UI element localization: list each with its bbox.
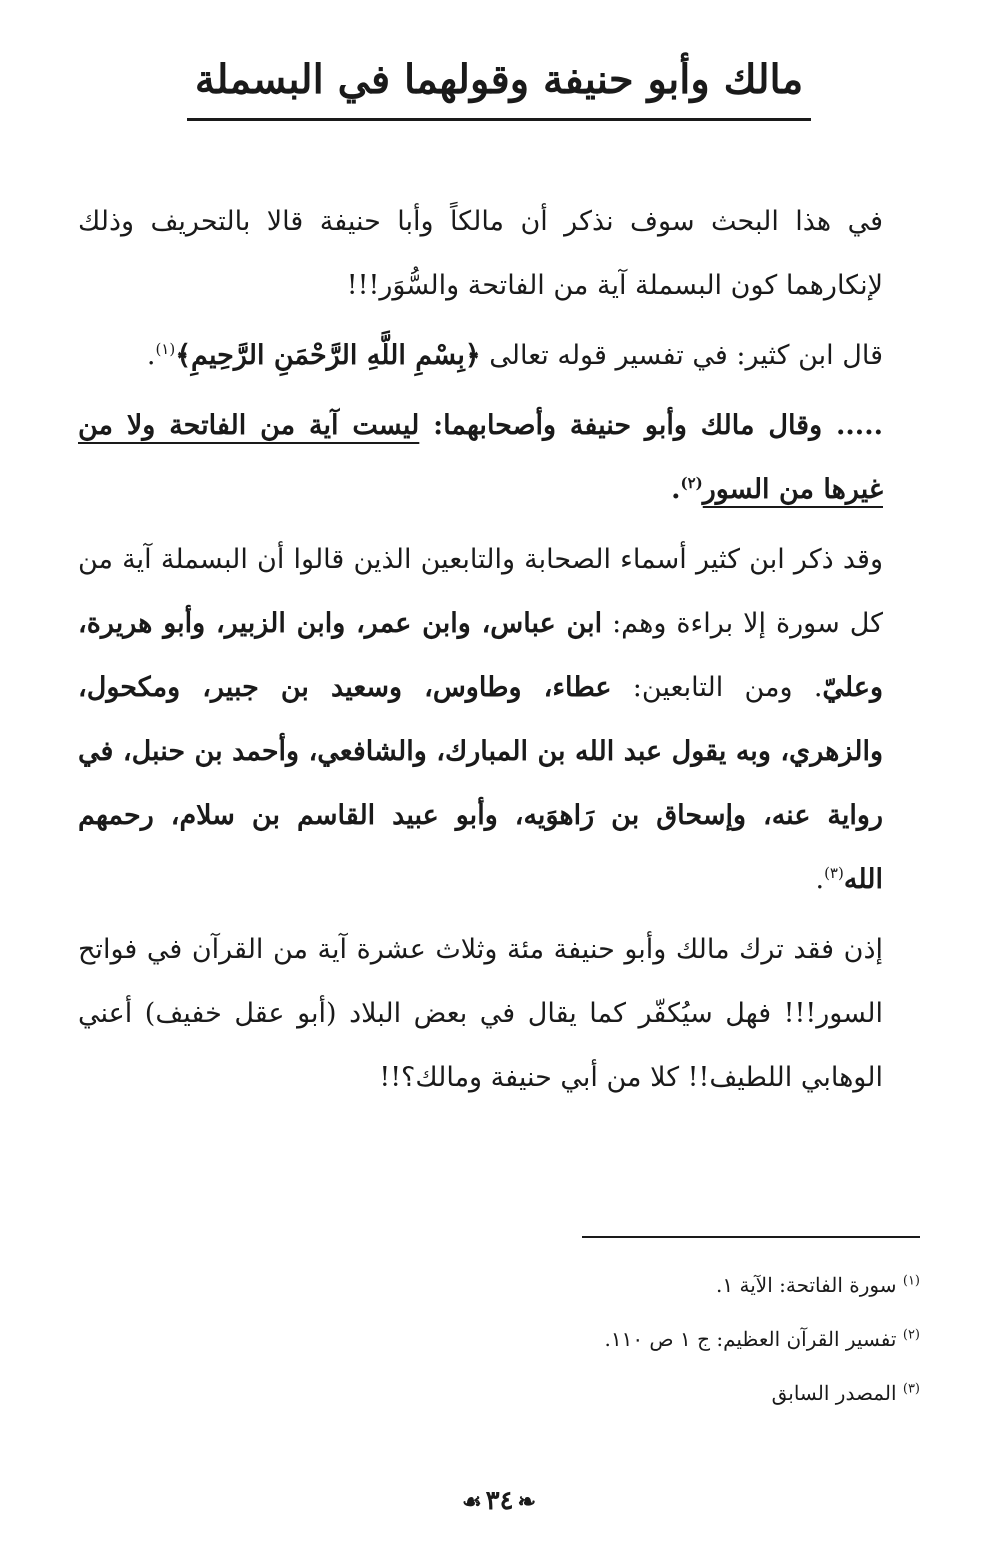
- paragraph-3-tail: .: [671, 474, 681, 505]
- footnote-1: [75, 1258, 920, 1312]
- paragraph-1: [78, 190, 923, 318]
- footnote-3: [75, 1366, 920, 1420]
- footnote-ref-2: (٢): [680, 474, 703, 492]
- title-block: [0, 48, 998, 121]
- footnote-2: [75, 1312, 920, 1366]
- paragraph-3: [78, 394, 923, 522]
- footnote-1-text: سورة الفاتحة: الآية ١.: [716, 1273, 897, 1297]
- ornament-right-icon: ❧: [517, 1489, 537, 1515]
- body-text: [78, 190, 923, 1116]
- companions-list: ابن عباس، وابن عمر، وابن الزبير، وأبو هريرة، وعليّ: [78, 608, 883, 703]
- footnotes: [75, 1258, 920, 1420]
- footnote-2-number: (٢): [902, 1327, 920, 1343]
- paragraph-3-underlined: ليست آية من الفاتحة ولا من غيرها من السور: [78, 410, 883, 505]
- paragraph-2-tail: .: [146, 340, 156, 371]
- page-number-block: [0, 1486, 998, 1516]
- page-number: ٣٤: [485, 1486, 514, 1516]
- page-title: مالك وأبو حنيفة وقولهما في البسملة: [187, 48, 811, 121]
- basmala-quote: ﴿بِسْمِ اللَّهِ الرَّحْمَنِ الرَّحِيمِ﴾: [175, 340, 481, 371]
- footnote-ref-1: (١): [155, 340, 176, 358]
- footnote-2-text: تفسير القرآن العظيم: ج ١ ص ١١٠.: [604, 1327, 897, 1351]
- footnote-1-number: (١): [902, 1273, 920, 1289]
- successors-list: عطاء، وطاوس، وسعيد بن جبير، ومكحول، والزهري، وبه يقول عبد الله بن المبارك، والشافعي، وأحمد بن حنبل، في رواية عنه، وإسحاق بن رَاهوَيه، وأبو عبيد القاسم بن سلام، رحمهم الله: [78, 672, 883, 895]
- paragraph-2: [78, 324, 923, 388]
- footnote-3-number: (٣): [902, 1381, 920, 1397]
- paragraph-1-text: في هذا البحث سوف نذكر أن مالكاً وأبا حنيفة قالا بالتحريف وذلك لإنكارهما كون البسملة آية من الفاتحة والسُّوَر!!!: [78, 206, 883, 301]
- paragraph-4-mid: . ومن التابعين:: [611, 672, 823, 703]
- footnote-divider: [582, 1236, 920, 1238]
- footnote-ref-3: (٣): [824, 864, 844, 882]
- paragraph-5-text: إذن فقد ترك مالك وأبو حنيفة مئة وثلاث عشرة آية من القرآن في فواتح السور!!! فهل سيُكفّر كما يقال في بعض البلاد (أبو عقل خفيف) أعني الوهابي اللطيف!! كلا من أبي حنيفة ومالك؟!!: [78, 934, 883, 1093]
- paragraph-4: [78, 528, 923, 912]
- ornament-left-icon: ☙: [461, 1489, 482, 1515]
- paragraph-4-lead: وقد ذكر ابن كثير أسماء الصحابة والتابعين الذين قالوا أن البسملة آية من كل سورة إلا براءة وهم:: [78, 544, 883, 639]
- paragraph-4-tail: .: [815, 864, 825, 895]
- paragraph-2-lead: قال ابن كثير: في تفسير قوله تعالى: [480, 340, 883, 371]
- paragraph-3-lead: ..... وقال مالك وأبو حنيفة وأصحابهما:: [419, 410, 883, 441]
- paragraph-5: [78, 918, 923, 1110]
- footnote-3-text: المصدر السابق: [771, 1381, 897, 1405]
